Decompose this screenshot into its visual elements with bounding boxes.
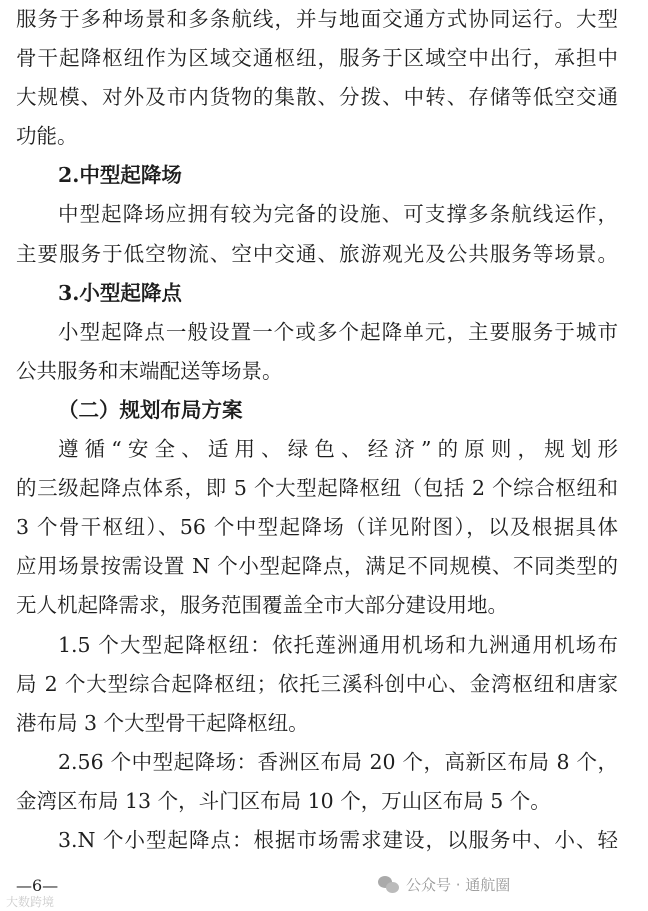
text-line: 应用场景按需设置 N 个小型起降点，满足不同规模、不同类型的 — [16, 554, 618, 579]
section-heading: 2.中型起降场 — [58, 163, 182, 188]
text-line: 3 个骨干枢纽）、56 个中型起降场（详见附图），以及根据具体 — [16, 515, 618, 540]
text-line: 局 2 个大型综合起降枢纽；依托三溪科创中心、金湾枢纽和唐家 — [16, 671, 618, 696]
text-line: 港布局 3 个大型骨干起降枢纽。 — [16, 710, 309, 735]
page-number: —6— — [16, 876, 59, 895]
document-body — [16, 0, 618, 860]
section-heading: （二）规划布局方案 — [58, 397, 243, 422]
text-line: 服务于多种场景和多条航线，并与地面交通方式协同运行。大型 — [16, 7, 618, 31]
text-line: 骨干起降枢纽作为区域交通枢纽，服务于区域空中出行，承担中 — [16, 46, 618, 71]
section-heading: 3.小型起降点 — [58, 280, 182, 305]
text-line: 3.N 个小型起降点：根据市场需求建设，以服务中、小、轻 — [58, 827, 618, 852]
text-line: 1.5 个大型起降枢纽：依托莲洲通用机场和九洲通用机场布 — [58, 632, 618, 657]
watermark-left: 大数跨境 — [6, 895, 55, 909]
watermark-right-text: 公众号 · 通航圈 — [406, 876, 511, 894]
text-line: 遵循“安全、适用、绿色、经济”的原则，规划形 — [58, 437, 618, 462]
text-line: 大规模、对外及市内货物的集散、分拨、中转、存储等低空交通 — [16, 85, 618, 110]
text-line: 小型起降点一般设置一个或多个起降单元，主要服务于城市 — [58, 319, 618, 344]
text-line: 主要服务于低空物流、空中交通、旅游观光及公共服务等场景。 — [16, 241, 618, 266]
text-line: 中型起降场应拥有较为完备的设施、可支撑多条航线运作， — [58, 202, 618, 227]
wechat-icon — [378, 876, 400, 894]
text-line: 公共服务和末端配送等场景。 — [16, 358, 283, 383]
text-line: 无人机起降需求，服务范围覆盖全市大部分建设用地。 — [16, 593, 508, 618]
text-line: 功能。 — [16, 124, 78, 149]
watermark-right — [378, 874, 510, 895]
text-line: 的三级起降点体系，即 5 个大型起降枢纽（包括 2 个综合枢纽和 — [16, 476, 618, 501]
text-line: 金湾区布局 13 个，斗门区布局 10 个，万山区布局 5 个。 — [16, 788, 551, 813]
text-line: 2.56 个中型起降场：香洲区布局 20 个，高新区布局 8 个， — [58, 749, 618, 774]
